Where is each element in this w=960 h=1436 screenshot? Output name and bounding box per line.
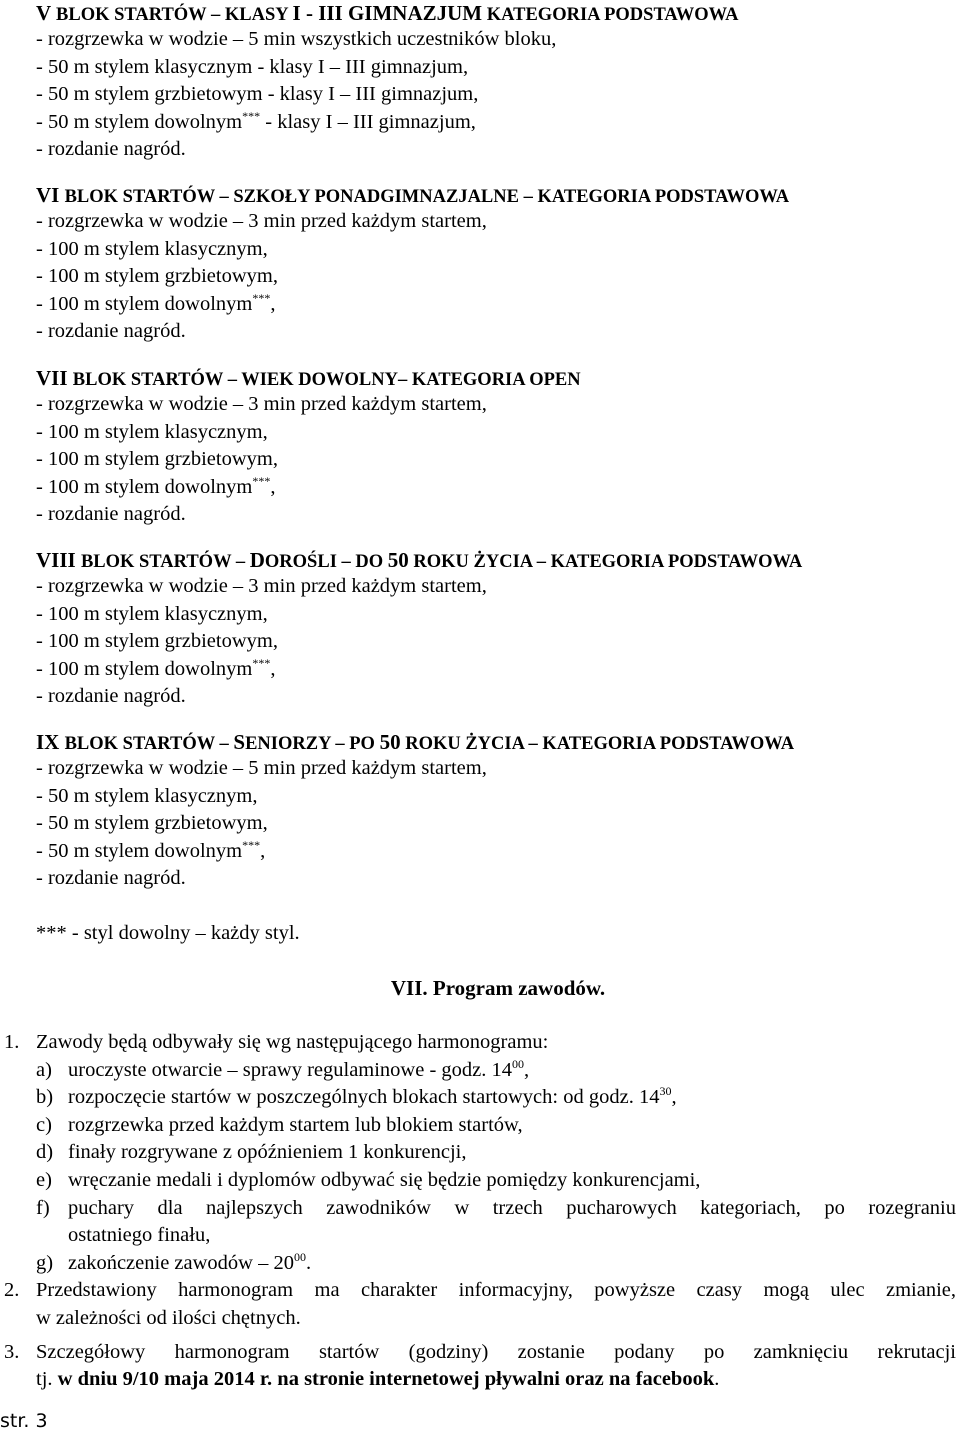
block-line: - rozdanie nagród. (36, 503, 186, 526)
block-line: - rozdanie nagród. (36, 685, 186, 708)
block-line: - rozdanie nagród. (36, 320, 186, 343)
block-line: - 100 m stylem grzbietowym, (36, 630, 278, 653)
block-line: - 50 m stylem dowolnym*** - klasy I – III gimnazjum, (36, 108, 476, 133)
block-line: - rozgrzewka w wodzie – 5 min wszystkich uczestników bloku, (36, 28, 557, 50)
block-v (36, 0, 936, 164)
block-line: - rozgrzewka w wodzie – 3 min przed każdym startem, (36, 210, 487, 232)
program-item-2: 2. Przedstawiony harmonogram ma charakter informacyjny, powyższe czasy mogą ulec zmianie, (4, 1279, 956, 1302)
block-heading: V BLOK STARTÓW – KLASY I - III GIMNAZJUM KATEGORIA PODSTAWOWA (36, 1, 739, 25)
block-line: - 100 m stylem klasycznym, (36, 420, 268, 443)
program-subitem-d: d) finały rozgrywane z opóźnieniem 1 konkurencji, (36, 1141, 467, 1164)
footnote: *** - styl dowolny – każdy styl. (36, 922, 300, 944)
program-item-2-cont: w zależności od ilości chętnych. (36, 1306, 301, 1329)
block-line: - 100 m stylem klasycznym, (36, 237, 268, 260)
program-list (4, 1029, 956, 1394)
block-heading: IX BLOK STARTÓW – SENIORZY – PO 50 ROKU ŻYCIA – KATEGORIA PODSTAWOWA (36, 730, 795, 754)
program-subitem-e: e) wręczanie medali i dyplomów odbywać się będzie pomiędzy konkurencjami, (36, 1168, 701, 1191)
program-subitem-b: b) rozpoczęcie startów w poszczególnych blokach startowych: od godz. $14^{30}$, (36, 1084, 677, 1109)
block-viii (36, 547, 936, 711)
block-line: - 100 m stylem grzbietowym, (36, 265, 278, 288)
section-title: VII. Program zawodów. (390, 976, 606, 1000)
block-line: - rozgrzewka w wodzie – 3 min przed każdym startem, (36, 393, 487, 415)
block-line: - 100 m stylem grzbietowym, (36, 448, 278, 471)
block-line: - 100 m stylem dowolnym***, (36, 473, 276, 498)
block-line: - rozdanie nagród. (36, 138, 186, 161)
program-item-1: 1. Zawody będą odbywały się wg następującego harmonogramu: (4, 1031, 549, 1053)
block-ix (36, 729, 936, 893)
block-line: - rozdanie nagród. (36, 867, 186, 890)
block-line: - rozgrzewka w wodzie – 5 min przed każdym startem, (36, 757, 487, 779)
block-vii (36, 365, 936, 529)
block-vi (36, 182, 936, 346)
block-line: - 50 m stylem dowolnym***, (36, 837, 266, 862)
page-number: str. 3 (0, 1410, 48, 1432)
program-subitem-a: a) uroczyste otwarcie – sprawy regulaminowe - godz. $14^{00}$, (36, 1056, 530, 1081)
block-line: - 50 m stylem klasycznym - klasy I – III gimnazjum, (36, 55, 469, 78)
program-subitem-c: c) rozgrzewka przed każdym startem lub blokiem startów, (36, 1113, 523, 1136)
program-item-3-cont: tj. w dniu 9/10 maja 2014 r. na stronie internetowej pływalni oraz na facebook. (36, 1368, 720, 1391)
program-subitem-g: g) zakończenie zawodów – $20^{00}$. (36, 1249, 312, 1274)
block-line: - 50 m stylem grzbietowym - klasy I – III gimnazjum, (36, 83, 479, 106)
block-line: - 100 m stylem dowolnym***, (36, 655, 276, 680)
block-heading: VII BLOK STARTÓW – WIEK DOWOLNY– KATEGORIA OPEN (36, 366, 581, 390)
block-line: - rozgrzewka w wodzie – 3 min przed każdym startem, (36, 575, 487, 597)
program-item-3: 3. Szczegółowy harmonogram startów (godziny) zostanie podany po zamknięciu rekrutacji (4, 1340, 956, 1363)
block-line: - 50 m stylem klasycznym, (36, 784, 258, 807)
block-line: - 100 m stylem dowolnym***, (36, 290, 276, 315)
block-heading: VI BLOK STARTÓW – SZKOŁY PONADGIMNAZJALNE – KATEGORIA PODSTAWOWA (36, 183, 790, 207)
program-subitem-f: f) puchary dla najlepszych zawodników w trzech pucharowych kategoriach, po rozegraniu (36, 1196, 956, 1219)
program-subitem-f-cont: ostatniego finału, (68, 1224, 211, 1247)
block-heading: VIII BLOK STARTÓW – DOROŚLI – DO 50 ROKU ŻYCIA – KATEGORIA PODSTAWOWA (36, 548, 803, 572)
block-line: - 100 m stylem klasycznym, (36, 602, 268, 625)
block-line: - 50 m stylem grzbietowym, (36, 812, 268, 835)
